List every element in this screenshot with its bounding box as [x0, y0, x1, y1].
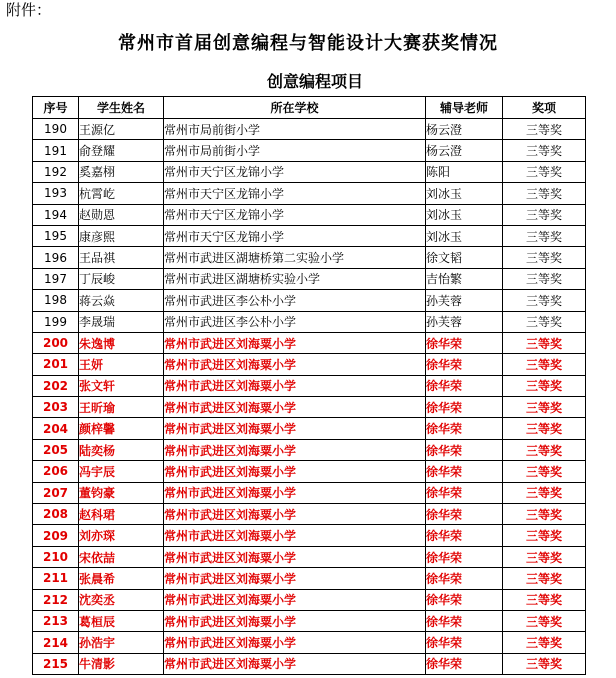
- award-level: 三等奖: [503, 290, 586, 311]
- table-row: [33, 311, 586, 332]
- table-row: [33, 119, 586, 140]
- row-number: 199: [33, 311, 79, 332]
- award-level: 三等奖: [503, 354, 586, 375]
- student-name: 赵科珺: [79, 504, 164, 525]
- table-row: [33, 610, 586, 631]
- school-name: 常州市武进区刘海粟小学: [164, 632, 426, 653]
- award-level: 三等奖: [503, 461, 586, 482]
- student-name: 牛清影: [79, 653, 164, 674]
- school-name: 常州市天宁区龙锦小学: [164, 204, 426, 225]
- table-row: [33, 632, 586, 653]
- award-level: 三等奖: [503, 140, 586, 161]
- student-name: 刘亦琛: [79, 525, 164, 546]
- teacher-name: 孙芙蓉: [426, 290, 503, 311]
- student-name: 奚嘉栩: [79, 161, 164, 182]
- table-row: [33, 247, 586, 268]
- student-name: 杭霄屹: [79, 183, 164, 204]
- award-level: 三等奖: [503, 439, 586, 460]
- award-level: 三等奖: [503, 161, 586, 182]
- student-name: 王昕瑜: [79, 397, 164, 418]
- school-name: 常州市武进区刘海粟小学: [164, 589, 426, 610]
- table-row: [33, 290, 586, 311]
- school-name: 常州市武进区刘海粟小学: [164, 568, 426, 589]
- row-number: 193: [33, 183, 79, 204]
- section-subtitle: 创意编程项目: [266, 72, 363, 91]
- row-number: 196: [33, 247, 79, 268]
- table-row: [33, 375, 586, 396]
- teacher-name: 徐华荣: [426, 525, 503, 546]
- table-row: [33, 568, 586, 589]
- row-number: 192: [33, 161, 79, 182]
- teacher-name: 杨云澄: [426, 140, 503, 161]
- row-number: 209: [33, 525, 79, 546]
- student-name: 赵勋恩: [79, 204, 164, 225]
- table-body: [33, 119, 586, 675]
- teacher-name: 徐华荣: [426, 354, 503, 375]
- school-name: 常州市天宁区龙锦小学: [164, 183, 426, 204]
- table-row: [33, 397, 586, 418]
- school-name: 常州市武进区刘海粟小学: [164, 504, 426, 525]
- table-row: [33, 225, 586, 246]
- teacher-name: 徐华荣: [426, 482, 503, 503]
- document-title: 常州市首届创意编程与智能设计大赛获奖情况: [118, 33, 498, 54]
- table-row: [33, 161, 586, 182]
- row-number: 204: [33, 418, 79, 439]
- student-name: 康彦熙: [79, 225, 164, 246]
- row-number: 190: [33, 119, 79, 140]
- school-name: 常州市武进区刘海粟小学: [164, 354, 426, 375]
- award-level: 三等奖: [503, 653, 586, 674]
- row-number: 213: [33, 610, 79, 631]
- school-name: 常州市武进区刘海粟小学: [164, 397, 426, 418]
- award-level: 三等奖: [503, 418, 586, 439]
- school-name: 常州市天宁区龙锦小学: [164, 225, 426, 246]
- table-row: [33, 482, 586, 503]
- row-number: 197: [33, 268, 79, 289]
- student-name: 葛桓辰: [79, 610, 164, 631]
- row-number: 194: [33, 204, 79, 225]
- award-level: 三等奖: [503, 119, 586, 140]
- student-name: 蒋云焱: [79, 290, 164, 311]
- table-row: [33, 354, 586, 375]
- teacher-name: 徐文韬: [426, 247, 503, 268]
- award-level: 三等奖: [503, 482, 586, 503]
- awards-table: [32, 96, 586, 675]
- school-name: 常州市武进区刘海粟小学: [164, 546, 426, 567]
- student-name: 王品祺: [79, 247, 164, 268]
- student-name: 张文轩: [79, 375, 164, 396]
- school-name: 常州市武进区刘海粟小学: [164, 653, 426, 674]
- student-name: 丁辰峻: [79, 268, 164, 289]
- row-number: 210: [33, 546, 79, 567]
- table-row: [33, 525, 586, 546]
- teacher-name: 孙芙蓉: [426, 311, 503, 332]
- teacher-name: 刘冰玉: [426, 204, 503, 225]
- school-name: 常州市武进区刘海粟小学: [164, 332, 426, 353]
- attachment-label: 附件：: [6, 1, 52, 19]
- teacher-name: 徐华荣: [426, 568, 503, 589]
- header-school: 所在学校: [164, 97, 426, 119]
- table-row: [33, 461, 586, 482]
- table-row: [33, 589, 586, 610]
- school-name: 常州市局前街小学: [164, 119, 426, 140]
- teacher-name: 徐华荣: [426, 397, 503, 418]
- row-number: 191: [33, 140, 79, 161]
- award-level: 三等奖: [503, 183, 586, 204]
- school-name: 常州市天宁区龙锦小学: [164, 161, 426, 182]
- student-name: 陆奕杨: [79, 439, 164, 460]
- teacher-name: 陈阳: [426, 161, 503, 182]
- school-name: 常州市武进区刘海粟小学: [164, 375, 426, 396]
- table-header-row: [33, 97, 586, 119]
- teacher-name: 徐华荣: [426, 653, 503, 674]
- award-level: 三等奖: [503, 204, 586, 225]
- school-name: 常州市武进区湖塘桥实验小学: [164, 268, 426, 289]
- award-level: 三等奖: [503, 568, 586, 589]
- student-name: 俞登耀: [79, 140, 164, 161]
- teacher-name: 徐华荣: [426, 504, 503, 525]
- row-number: 201: [33, 354, 79, 375]
- row-number: 214: [33, 632, 79, 653]
- row-number: 211: [33, 568, 79, 589]
- award-level: 三等奖: [503, 504, 586, 525]
- table-row: [33, 653, 586, 674]
- award-level: 三等奖: [503, 546, 586, 567]
- student-name: 颜梓馨: [79, 418, 164, 439]
- table-row: [33, 268, 586, 289]
- student-name: 李晟瑞: [79, 311, 164, 332]
- school-name: 常州市武进区李公朴小学: [164, 290, 426, 311]
- table-row: [33, 140, 586, 161]
- student-name: 孙浩宇: [79, 632, 164, 653]
- school-name: 常州市武进区刘海粟小学: [164, 439, 426, 460]
- row-number: 208: [33, 504, 79, 525]
- student-name: 宋依喆: [79, 546, 164, 567]
- teacher-name: 徐华荣: [426, 375, 503, 396]
- award-level: 三等奖: [503, 225, 586, 246]
- school-name: 常州市局前街小学: [164, 140, 426, 161]
- table-row: [33, 332, 586, 353]
- school-name: 常州市武进区刘海粟小学: [164, 418, 426, 439]
- student-name: 王妍: [79, 354, 164, 375]
- header-student-name: 学生姓名: [79, 97, 164, 119]
- teacher-name: 徐华荣: [426, 461, 503, 482]
- school-name: 常州市武进区刘海粟小学: [164, 525, 426, 546]
- teacher-name: 徐华荣: [426, 418, 503, 439]
- teacher-name: 徐华荣: [426, 439, 503, 460]
- school-name: 常州市武进区刘海粟小学: [164, 482, 426, 503]
- school-name: 常州市武进区刘海粟小学: [164, 461, 426, 482]
- row-number: 200: [33, 332, 79, 353]
- teacher-name: 杨云澄: [426, 119, 503, 140]
- teacher-name: 徐华荣: [426, 332, 503, 353]
- table-row: [33, 504, 586, 525]
- row-number: 202: [33, 375, 79, 396]
- student-name: 董钧豪: [79, 482, 164, 503]
- award-level: 三等奖: [503, 632, 586, 653]
- teacher-name: 徐华荣: [426, 610, 503, 631]
- school-name: 常州市武进区李公朴小学: [164, 311, 426, 332]
- teacher-name: 徐华荣: [426, 632, 503, 653]
- student-name: 沈奕丞: [79, 589, 164, 610]
- teacher-name: 刘冰玉: [426, 225, 503, 246]
- award-level: 三等奖: [503, 268, 586, 289]
- row-number: 207: [33, 482, 79, 503]
- row-number: 212: [33, 589, 79, 610]
- table-row: [33, 183, 586, 204]
- student-name: 张晨希: [79, 568, 164, 589]
- award-level: 三等奖: [503, 397, 586, 418]
- table-row: [33, 439, 586, 460]
- school-name: 常州市武进区刘海粟小学: [164, 610, 426, 631]
- award-level: 三等奖: [503, 375, 586, 396]
- header-number: 序号: [33, 97, 79, 119]
- row-number: 215: [33, 653, 79, 674]
- header-teacher: 辅导老师: [426, 97, 503, 119]
- teacher-name: 刘冰玉: [426, 183, 503, 204]
- row-number: 206: [33, 461, 79, 482]
- header-award: 奖项: [503, 97, 586, 119]
- table-row: [33, 546, 586, 567]
- award-level: 三等奖: [503, 610, 586, 631]
- award-level: 三等奖: [503, 332, 586, 353]
- row-number: 195: [33, 225, 79, 246]
- award-level: 三等奖: [503, 311, 586, 332]
- award-level: 三等奖: [503, 525, 586, 546]
- row-number: 198: [33, 290, 79, 311]
- row-number: 205: [33, 439, 79, 460]
- teacher-name: 吉怡繁: [426, 268, 503, 289]
- award-level: 三等奖: [503, 589, 586, 610]
- school-name: 常州市武进区湖塘桥第二实验小学: [164, 247, 426, 268]
- teacher-name: 徐华荣: [426, 546, 503, 567]
- student-name: 王源亿: [79, 119, 164, 140]
- row-number: 203: [33, 397, 79, 418]
- award-level: 三等奖: [503, 247, 586, 268]
- student-name: 朱逸博: [79, 332, 164, 353]
- table-row: [33, 204, 586, 225]
- table-row: [33, 418, 586, 439]
- student-name: 冯宇辰: [79, 461, 164, 482]
- teacher-name: 徐华荣: [426, 589, 503, 610]
